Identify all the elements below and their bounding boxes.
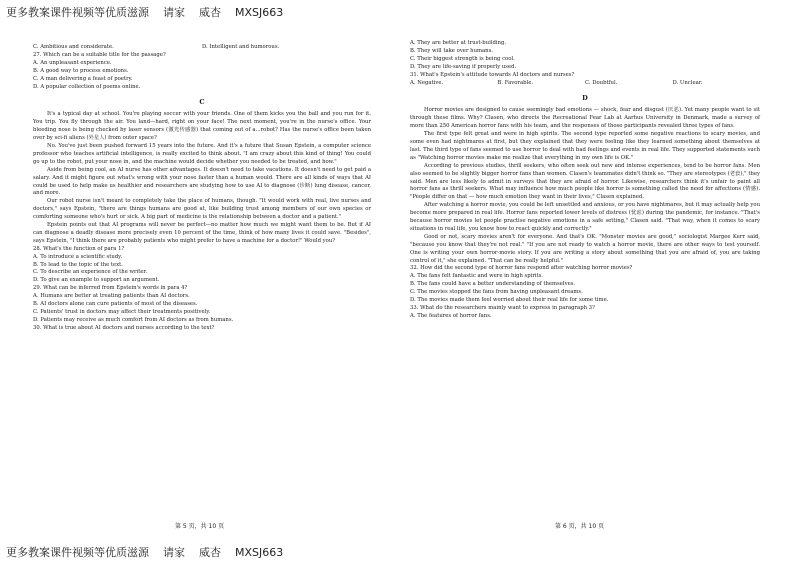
right-page-column	[410, 40, 760, 321]
question-30: 30. What is true about AI doctors and nurses according to the text?	[33, 324, 215, 331]
passage-paragraph: Our robot nurse isn't meant to completely take the place of humans, though. "It would work with real, live nurses and doctors," says Epstein, "there are things humans are good at, like building trust among members of our own species or comforting someone who's hurt or sick. A big part of medicine is the relationship between a doctor and a patient."	[33, 198, 371, 221]
option: D. A popular collection of poems online.	[33, 83, 141, 90]
option: B. To lead to the topic of the text.	[33, 261, 123, 268]
passage-paragraph: Good or not, scary movies aren't for everyone. And that's OK. "Monster movies are good," sociologist Margee Kerr said, "because you know that they're not real." "If you are not ready to watch a horror movie, there are other ways to test yourself. One is writing your own horror-movie story. If you are writing a story about something that you are afraid of, you are taking control of it," she explained. "That can be really helpful."	[410, 233, 760, 264]
passage-paragraph: Aside from being cool, an AI nurse has other advantages. It doesn't need to take vacations. It doesn't need to get paid a salary. And it might figure out what's wrong with your nose faster than a human would. There are all kinds of ways that AI could be used to help make us healthier and researchers are studying how to use AI to diagnose (诊断) lung disease, cancer, and more.	[33, 166, 371, 197]
watermark-banner-bottom: 更多教案课件视频等优质滋源 请家 威杏 MXSJ663	[6, 546, 284, 559]
section-heading-c: C	[199, 98, 205, 107]
option: C. Patients' trust in doctors may affect their treatments positively.	[33, 309, 211, 315]
option: D. The movies made them feel worried about their real life for some time.	[410, 297, 609, 304]
watermark-banner-top: 更多教案课件视频等优质滋源 请家 威杏 MXSJ663	[6, 6, 284, 19]
option: A. They are better at trust-building.	[410, 40, 507, 46]
passage-paragraph: After watching a horror movie, you could be left unsettled and anxious, or you have nightmares, but it may actually help you become more prepared in real life. Horror fans reported lower levels of distress (忧虑) during the pandemic, for instance. "That's because horror movies let people practise negative emotions in a safe setting," Clasen said. "That way, when it comes to scary situations in real life, you know how to react quickly and correctly."	[410, 202, 760, 232]
page-number-left: 第 5 页，共 10 页	[175, 523, 225, 530]
question-28: 28. What's the function of para 1?	[33, 245, 125, 252]
section-heading-d: D	[582, 94, 588, 103]
option: C. Their biggest strength is being cool.	[410, 55, 515, 62]
option: D. They are life-saving if properly used.	[410, 63, 517, 70]
option: C. The movies stopped the fans from having unpleasant dreams.	[410, 289, 583, 296]
option: D. To give an example to support an argument.	[33, 277, 160, 284]
passage-paragraph: Horror movies are designed to cause seemingly bad emotions — shock, fear and disgust (厌恶). Yet many people want to sit through these films. Why? Clasen, who directs the Recreational Fear Lab at Aarhus University in Denmark, made a survey of more than 250 American horror fans with his team, and the responses of those participants revealed three types of fans.	[410, 107, 760, 130]
passage-paragraph: Epstein points out that AI programs will never be perfect—no matter how much we might want them to be. But if AI can diagnose a deadly disease more precisely even 10 percent of the time, think of how many lives it could save. "Besides", says Epstein, "I think there are probably patients who might prefer to have a machine for a doctor!" Would you?	[33, 222, 371, 244]
question-29: 29. What can be inferred from Epstein's words in para 4?	[33, 285, 188, 292]
q26-options: C. Ambitious and considerate. D. Intelligent and humorous.	[33, 44, 280, 50]
page-number-right: 第 6 页，共 10 页	[555, 523, 605, 530]
option: B. The fans could have a better understanding of themselves.	[410, 281, 576, 288]
option: C. A man delivering a feast of poetry.	[33, 75, 133, 82]
option: A. Humans are better at treating patients than AI doctors.	[33, 293, 190, 300]
passage-paragraph: According to previous studies, thrill seekers, who often seek out new and intense experiences, tend to be horror fans. Men also seemed to be slightly bigger horror fans than women. Clasen's teammates didn't think so. "They are stereotypes (老套)," they said. Men are less likely to admit in surveys that they are afraid of horror. Likewise, researchers think it's unfair to paint all horror fans as thrill seekers. What may influence how much people like horror is something called the need for affections (情感). "People differ on that — how much emotion they want in their lives," Clasen explained.	[410, 162, 760, 201]
option: A. The features of horror fans.	[410, 312, 492, 319]
option: A. The fans felt fantastic and were in high spirits.	[410, 273, 544, 280]
question-33: 33. What do the researchers mainly want to express in paragraph 3?	[410, 305, 595, 311]
question-27: 27. Which can be a suitable title for the passage?	[33, 51, 166, 58]
option: D. Patients may receive as much comfort from AI doctors as from humans.	[33, 316, 234, 323]
question-32: 32. How did the second type of horror fans respond after watching horror movies?	[410, 265, 633, 272]
passage-paragraph: It's a typical day at school. You're playing soccer with your friends. One of them kicks you the ball and you run for it. You trip. You fly through the air. You land—hard, right on your face! The next moment, you're in the nurse's office. Your bleeding nose is being checked by laser sensors (激光传感器) that coming out of a...robot? Has the nurse's office been taken over by sci-fi aliens (外星人) from outer space?	[33, 111, 371, 142]
q31-options: A. Negative. B. Favorable. C. Doubtful. D. Unclear.	[410, 79, 703, 86]
option: A. An unpleasant experience.	[33, 59, 112, 66]
option: C. To describe an experience of the writer.	[33, 269, 148, 276]
question-31: 31. What's Epstein's attitude towards AI doctors and nurses?	[410, 71, 575, 78]
passage-paragraph: The first type felt great and were in high spirits. The second type reported some negative reactions to scary movies, and some even had nightmares at first, but they explained that they were feeling like they learned something about themselves at last. The third type of fans seemed to use horror to deal with bad feelings and events in real life. They supported statements such as "Watching horror movies make me realize that everything in my own life is OK."	[410, 131, 760, 161]
option: B. They will take over humans.	[410, 47, 493, 54]
option: A. To introduce a scientific study.	[33, 253, 123, 260]
option: B. AI doctors alone can cure patients of most of the diseases.	[33, 301, 198, 308]
passage-paragraph: No. You've just been pushed forward 15 years into the future. And it's a future that Susan Epstein, a computer science professor who teaches artificial intelligence, is really excited to think about. "I am crazy about this kind of thing! You could go up to the robot, put your nose in, and the machine would decide whether you needed to be treated, and how."	[33, 142, 371, 165]
left-page-column	[33, 44, 371, 333]
option: B. A good way to process emotions.	[33, 67, 129, 74]
